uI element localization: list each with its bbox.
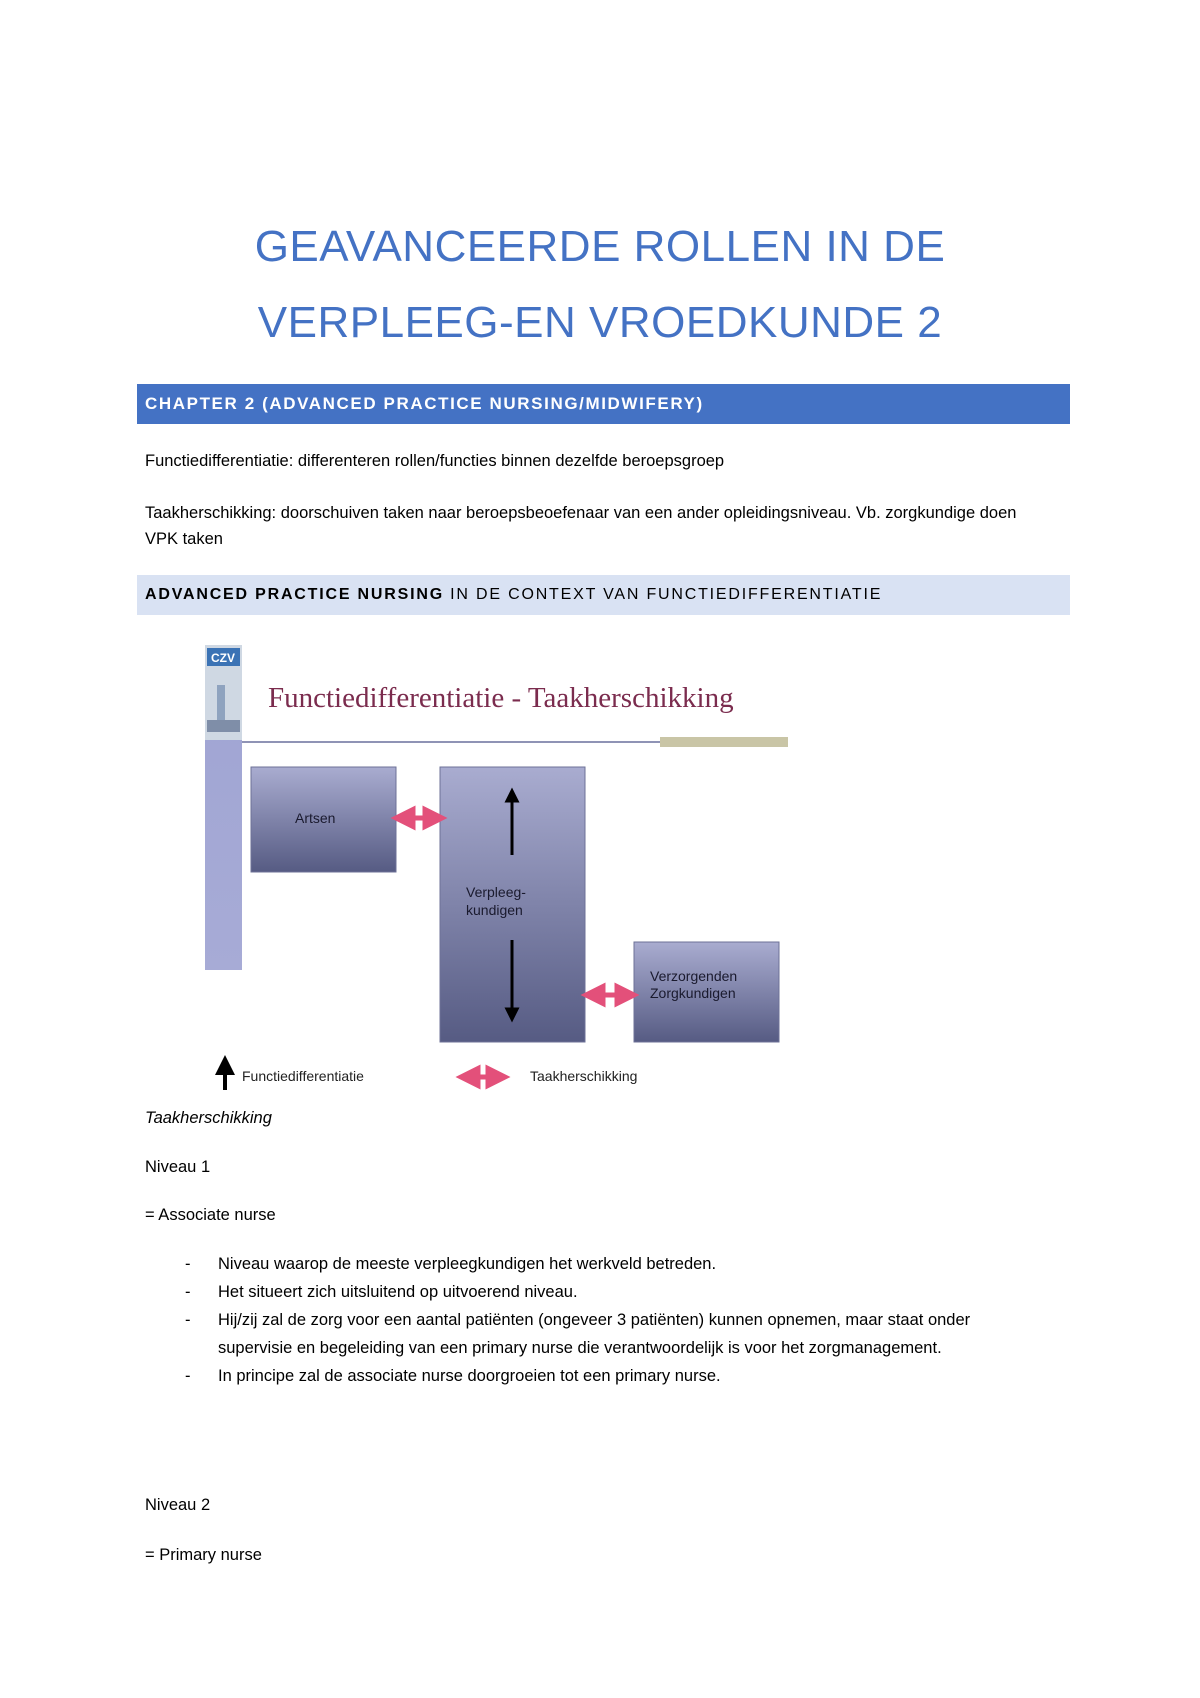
list-item-text: Het situeert zich uitsluitend op uitvoerend niveau. xyxy=(218,1283,578,1301)
chapter-heading: CHAPTER 2 (ADVANCED PRACTICE NURSING/MIDWIFERY) xyxy=(137,384,1070,424)
bullet-dash: - xyxy=(185,1367,191,1385)
figure-caption: Taakherschikking xyxy=(145,1109,272,1127)
level1-heading: Niveau 1 xyxy=(145,1158,211,1176)
title-rule-accent xyxy=(660,737,788,747)
label-verpleegkundigen xyxy=(466,883,526,919)
bullet-dash: - xyxy=(185,1255,191,1273)
label-verzorgenden-1: Verzorgenden xyxy=(650,968,738,984)
level1-bullet-list xyxy=(145,1250,1025,1390)
page-title-line-2: VERPLEEG-EN VROEDKUNDE 2 xyxy=(257,298,943,347)
level1-definition: = Associate nurse xyxy=(145,1206,276,1224)
label-verpleegkundigen-2: kundigen xyxy=(466,902,523,918)
logo-ground xyxy=(207,720,240,732)
level2-definition: = Primary nurse xyxy=(145,1546,262,1564)
level2-heading: Niveau 2 xyxy=(145,1496,211,1514)
legend-taakherschikking: Taakherschikking xyxy=(530,1068,638,1084)
label-verzorgenden xyxy=(650,968,737,1002)
label-verzorgenden-2: Zorgkundigen xyxy=(650,985,736,1001)
page-title-line-1: GEAVANCEERDE ROLLEN IN DE xyxy=(254,222,946,271)
list-item xyxy=(145,1278,1025,1306)
diagram-figure xyxy=(190,640,810,1100)
list-item xyxy=(145,1362,1025,1390)
bullet-dash: - xyxy=(185,1311,191,1329)
logo-text: CZV xyxy=(211,651,235,665)
list-item-text: Hij/zij zal de zorg voor een aantal patiënten (ongeveer 3 patiënten) kunnen opnemen, maar staat onder supervisie en begeleiding van een primary nurse die verantwoordelijk is voor het zorgmanagement. xyxy=(218,1311,971,1357)
paragraph-taakherschikking: Taakherschikking: doorschuiven taken naar beroepsbeoefenaar van een ander opleidingsniveau. Vb. zorgkundige doen VPK taken xyxy=(145,504,1017,548)
paragraph-functiedifferentiatie: Functiedifferentiatie: differenteren rollen/functies binnen dezelfde beroepsgroep xyxy=(145,452,725,470)
diagram-title: Functiedifferentiatie - Taakherschikking xyxy=(268,682,734,714)
section-heading-rest: IN DE CONTEXT VAN FUNCTIEDIFFERENTIATIE xyxy=(443,586,883,603)
section-heading-bold: ADVANCED PRACTICE NURSING xyxy=(145,586,444,603)
list-item xyxy=(145,1250,1025,1278)
section-heading xyxy=(137,575,1070,615)
list-item-text: Niveau waarop de meeste verpleegkundigen het werkveld betreden. xyxy=(218,1255,717,1273)
bullet-dash: - xyxy=(185,1283,191,1301)
label-verpleegkundigen-1: Verpleeg- xyxy=(466,884,526,900)
legend-functiedifferentiatie: Functiedifferentiatie xyxy=(242,1068,364,1084)
list-item-text: In principe zal de associate nurse doorgroeien tot een primary nurse. xyxy=(218,1367,721,1385)
label-artsen: Artsen xyxy=(295,810,336,826)
list-item xyxy=(145,1306,1025,1362)
